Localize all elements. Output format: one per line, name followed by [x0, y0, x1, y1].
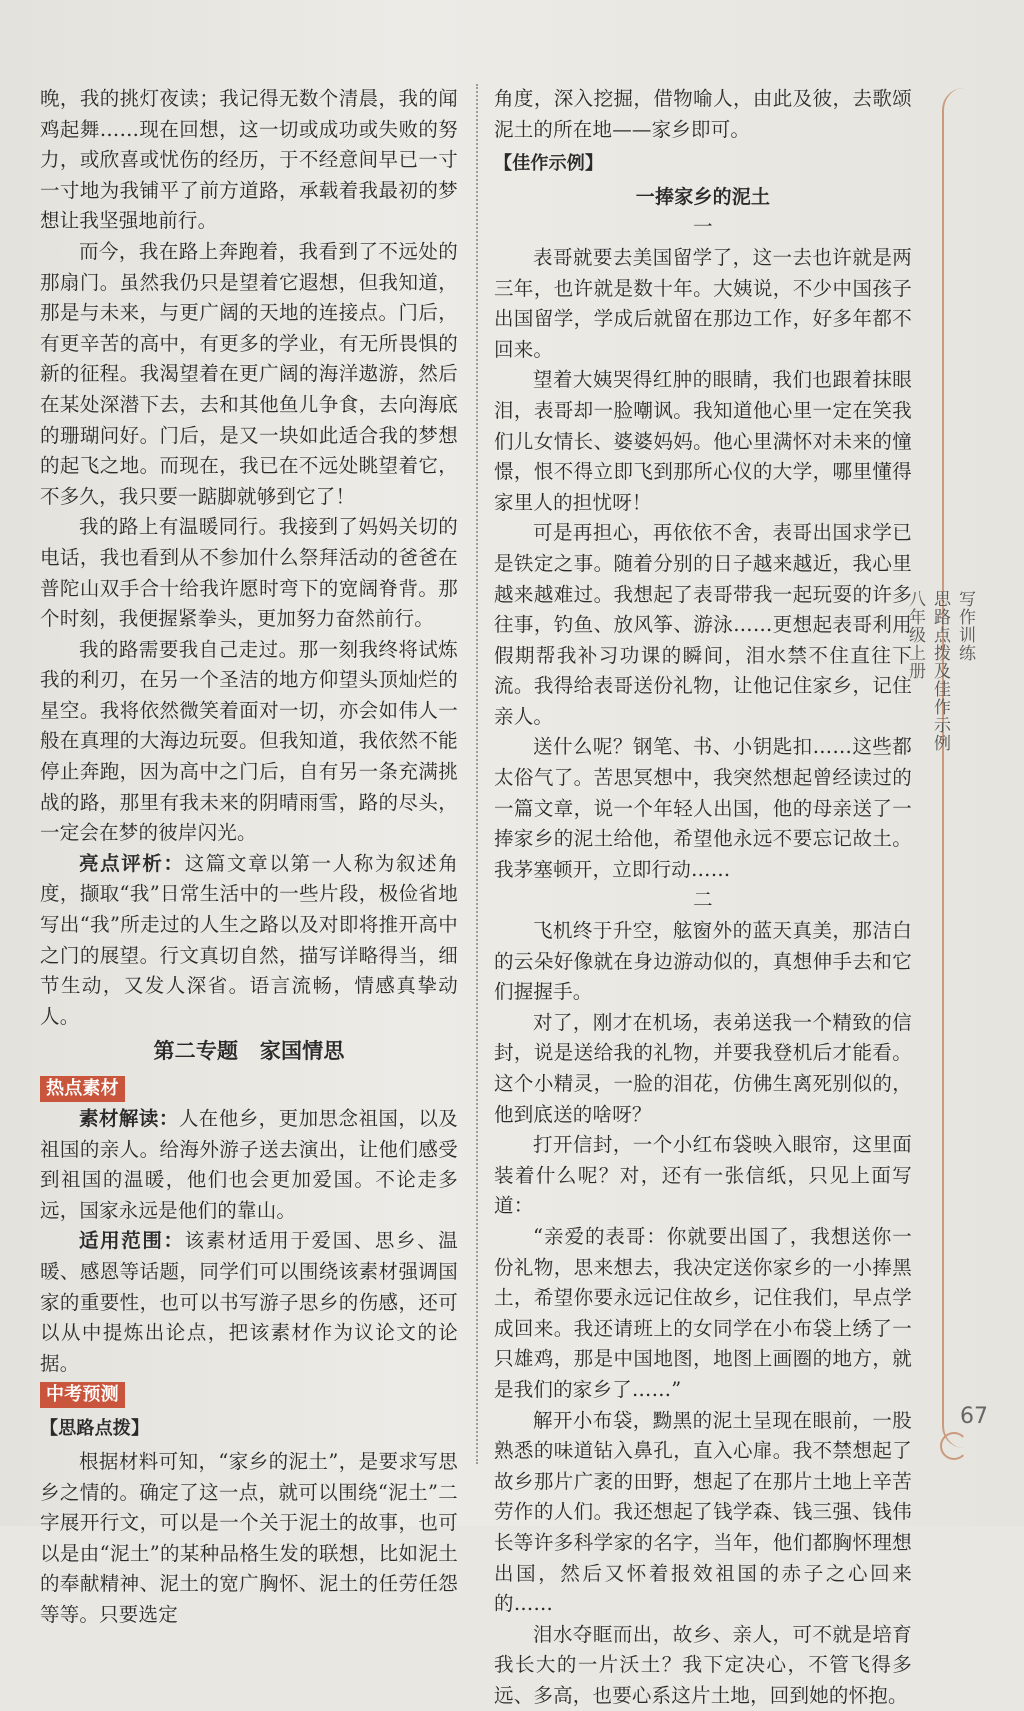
essay-paragraph: 飞机终于升空，舷窗外的蓝天真美，那洁白的云朵好像就在身边游动似的，真想伸手去和它们握握手。 [494, 919, 912, 1004]
paragraph: 我的路需要我自己走过。那一刻我终将试炼我的利刃，在另一个圣洁的地方仰望头顶灿烂的星空。我将依然微笑着面对一切，亦会如伟人一般在真理的大海边玩耍。但我知道，我依然不能停止奔跑，因为高中之门后，自有另一条充满挑战的路，那里有我未来的阴晴雨雪，路的尽头，一定会在梦的彼岸闪光。 [40, 637, 458, 845]
essay-title: 一捧家乡的泥土 [635, 185, 771, 208]
review-label: 亮点评析： [79, 851, 185, 875]
paragraph: 而今，我在路上奔跑着，我看到了不远处的那扇门。虽然我仍只是望着它遐想，但我知道，那是与未来，与更广阔的天地的连接点。门后，有更辛苦的高中，有更多的学业，有无所畏惧的新的征程。我渴望着在更广阔的海洋遨游，然后在某处深潜下去，去和其他鱼儿争食，去向海底的珊瑚问好。门后，是又一块如此适合我的梦想的起飞之地。而现在，我已在不远处眺望着它，不多久，我只要一踮脚就够到它了！ [40, 239, 458, 508]
review-paragraph [40, 849, 458, 1033]
tag-hot-material: 热点素材 [40, 1076, 125, 1102]
material-text: 人在他乡，更加思念祖国，以及祖国的亲人。给海外游子送去演出，让他们感受到祖国的温暖，他们也会更加爱国。不论走多远，国家永远是他们的靠山。 [40, 1107, 458, 1222]
essay-paragraph: 对了，刚才在机场，表弟送我一个精致的信封，说是送给我的礼物，并要我登机后才能看。这个小精灵，一脸的泪花，仿佛生离死别似的，他到底送的啥呀？ [494, 1010, 912, 1126]
side-labels [905, 590, 978, 764]
tips-continuation: 角度，深入挖掘，借物喻人，由此及彼，去歌颂泥土的所在地——家乡即可。 [494, 87, 912, 141]
column-divider [476, 84, 478, 1464]
paragraph: 我的路上有温暖同行。我接到了妈妈关切的电话，我也看到从不参加什么祭拜活动的爸爸在普陀山双手合十给我许愿时弯下的宽阔脊背。那个时刻，我便握紧拳头，更加努力奋然前行。 [40, 515, 458, 631]
tips-header: 【思路点拨】 [40, 1418, 150, 1440]
example-header: 【佳作示例】 [494, 153, 604, 175]
essay-paragraph: 可是再担心，再依依不舍，表哥出国求学已是铁定之事。随着分别的日子越来越近，我心里越来越难过。我想起了表哥带我一起玩耍的许多往事，钓鱼、放风筝、游泳……更想起表哥利用假期帮我补习功课的瞬间，泪水禁不住直往下流。我得给表哥送份礼物，让他记住家乡，记住亲人。 [494, 521, 912, 728]
essay-paragraph: 望着大姨哭得红肿的眼睛，我们也跟着抹眼泪，表哥却一脸嘲讽。我知道他心里一定在笑我们儿女情长、婆婆妈妈。他心里满怀对未来的憧憬，恨不得立即飞到那所心仪的大学，哪里懂得家里人的担忧呀！ [494, 368, 912, 514]
essay-paragraph: 送什么呢？钢笔、书、小钥匙扣……这些都太俗气了。苦思冥想中，我突然想起曾经读过的一篇文章，说一个年轻人出国，他的母亲送了一捧家乡的泥土给他，希望他永远不要忘记故土。我茅塞顿开，立即行动…… [494, 735, 912, 881]
essay-part-mark: 二 [693, 888, 713, 912]
material-label: 素材解读： [79, 1107, 179, 1130]
swirl-ornament-icon [940, 1432, 968, 1460]
scope-label: 适用范围： [79, 1229, 185, 1253]
side-label-writing: 写作训练 [955, 590, 975, 662]
essay-paragraph: 打开信封，一个小红布袋映入眼帘，这里面装着什么呢？对，还有一张信纸，只见上面写道： [494, 1133, 912, 1218]
essay-paragraph: 表哥就要去美国留学了，这一去也许就是两三年，也许就是数十年。大姨说，不少中国孩子出国留学，学成后就留在那边工作，好多年都不回来。 [494, 245, 912, 361]
page-number: 67 [960, 1404, 988, 1429]
essay-paragraph: 解开小布袋，黝黑的泥土呈现在眼前，一股熟悉的味道钻入鼻孔，直入心扉。我不禁想起了故乡那片广袤的田野，想起了在那片土地上辛苦劳作的人们。我还想起了钱学森、钱三强、钱伟长等许多科学家的名字，当年，他们都胸怀理想出国，然后又怀着报效祖国的赤子之心回来的…… [494, 1408, 912, 1616]
scope-paragraph [40, 1226, 458, 1379]
material-paragraph [40, 1104, 458, 1226]
tag-exam-prediction: 中考预测 [40, 1382, 125, 1408]
essay-part-mark: 一 [693, 215, 713, 239]
tips-text: 根据材料可知，“家乡的泥土”，是要求写思乡之情的。确定了这一点，就可以围绕“泥土”二字展开行文，可以是一个关于泥土的故事，也可以是由“泥土”的某种品格生发的联想，比如泥土的奉献精神、泥土的宽广胸怀、泥土的任劳任怨等等。只要选定 [40, 1449, 458, 1626]
section-title: 第二专题 家国情思 [153, 1039, 345, 1064]
essay-paragraph: “亲爱的表哥：你就要出国了，我想送你一份礼物，思来想去，我决定送你家乡的一小捧黑土，希望你要永远记住故乡，记住我们，早点学成回来。我还请班上的女同学在小布袋上绣了一只雄鸡，那是中国地图，地图上画圈的地方，就是我们的家乡了……” [494, 1224, 912, 1401]
side-label-grade: 八年级上册 [905, 590, 925, 680]
review-text: 这篇文章以第一人称为叙述角度，撷取“我”日常生活中的一些片段，极俭省地写出“我”所走过的人生之路以及对即将推开高中之门的展望。行文真切自然，描写详略得当，细节生动，又发人深省。语言流畅，情感真挚动人。 [40, 851, 458, 1028]
right-column [494, 84, 912, 1711]
essay-paragraph: 泪水夺眶而出，故乡、亲人，可不就是培育我长大的一片沃土？我下定决心，不管飞得多远、多高，也要心系这片土地，回到她的怀抱。 [494, 1622, 912, 1707]
side-label-guide: 思路点拨及佳作示例 [930, 590, 950, 752]
side-margin-bar [942, 88, 968, 1448]
left-column [40, 84, 458, 1631]
intro-continuation: 晚，我的挑灯夜读；我记得无数个清晨，我的闻鸡起舞……现在回想，这一切或成功或失败的努力，或欣喜或忧伤的经历，于不经意间早已一寸一寸地为我铺平了前方道路，承载着我最初的梦想让我坚强地前行。 [40, 87, 458, 233]
scope-text: 该素材适用于爱国、思乡、温暖、感恩等话题，同学们可以围绕该素材强调国家的重要性，也可以书写游子思乡的伤感，还可以从中提炼出论点，把该素材作为议论文的论据。 [40, 1229, 458, 1375]
